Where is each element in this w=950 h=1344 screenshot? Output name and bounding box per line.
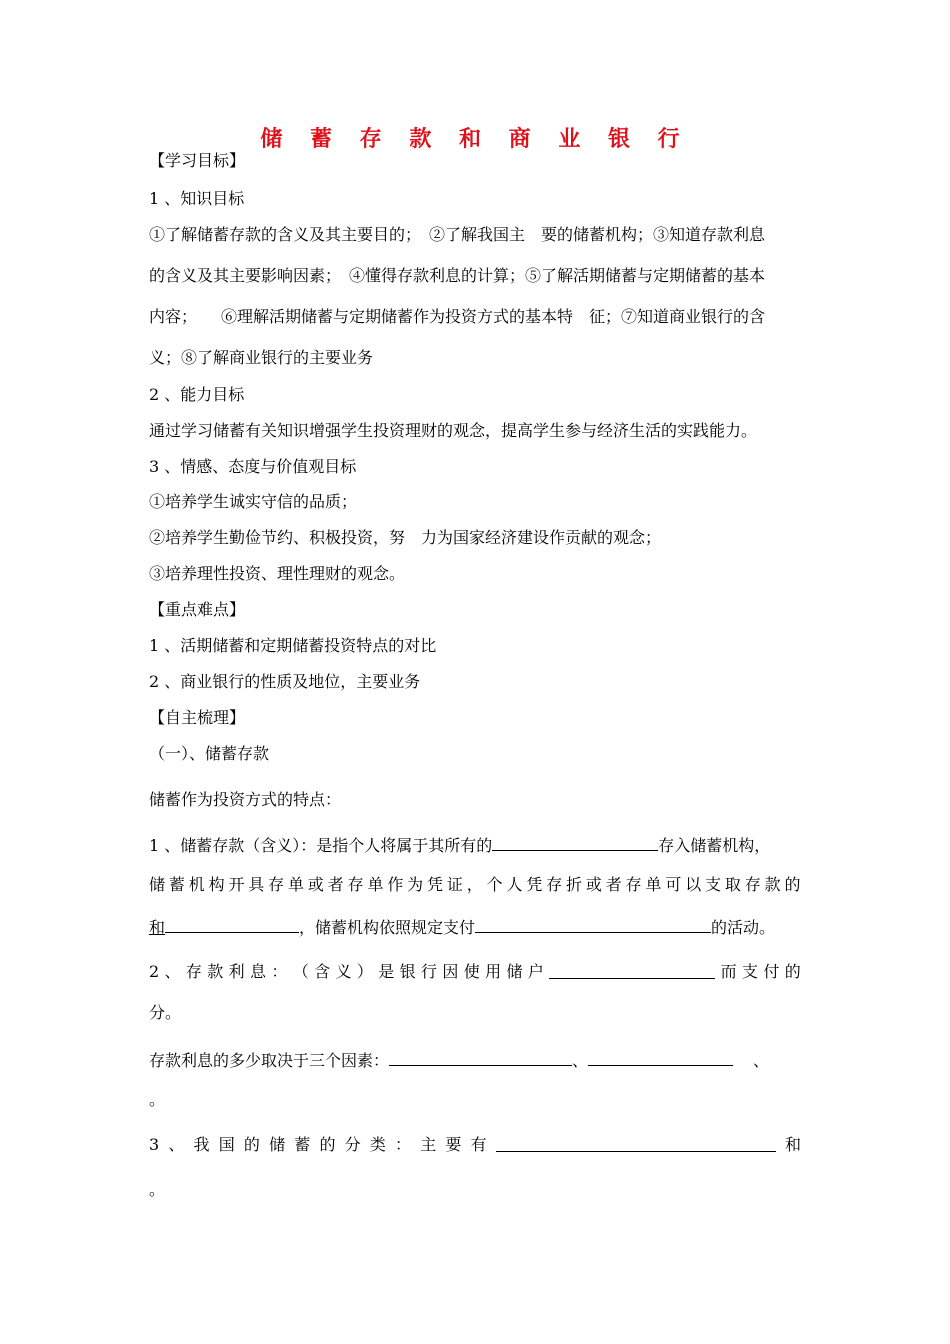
- text-token: 凭: [427, 875, 444, 894]
- text-token: 单: [645, 875, 662, 894]
- q1-text-and: 和: [149, 918, 166, 937]
- fill-blank[interactable]: [165, 916, 299, 933]
- text-token: 款: [207, 962, 224, 981]
- text-token: 款: [764, 875, 781, 894]
- text-token: 为: [407, 875, 424, 894]
- text-token: 含: [314, 962, 331, 981]
- key-point-item: 1 、活期储蓄和定期储蓄投资特点的对比: [149, 636, 437, 655]
- knowledge-goals-heading: 1 、知识目标: [149, 189, 245, 208]
- attitude-goal-item: ①培养学生诚实守信的品质；: [149, 492, 358, 511]
- text-token: 付: [763, 962, 780, 981]
- knowledge-goals-line: 义；⑧了解商业银行的主要业务: [149, 348, 374, 367]
- text-token: 的: [784, 875, 801, 894]
- text-token: 存: [744, 875, 761, 894]
- text-token: 构: [208, 875, 225, 894]
- text-token: 或: [307, 875, 324, 894]
- key-points-header: 【重点难点】: [149, 600, 246, 619]
- document-title: 储 蓄 存 款 和 商 业 银 行: [260, 127, 690, 152]
- section-heading-savings: （一）、储蓄存款: [149, 744, 270, 763]
- text-token: 、: [168, 1135, 185, 1154]
- text-token: 个: [486, 875, 503, 894]
- text-token: 、: [164, 962, 181, 981]
- text-token: ：: [271, 962, 288, 981]
- text-token: 存: [546, 875, 563, 894]
- text-token: 使: [463, 962, 480, 981]
- fill-blank[interactable]: [549, 962, 715, 979]
- text-token: 者: [605, 875, 622, 894]
- text-token: （: [292, 962, 309, 981]
- text-token: 用: [485, 962, 502, 981]
- text-token: 有: [470, 1135, 487, 1154]
- text-token: 机: [188, 875, 205, 894]
- learning-goals-header: 【学习目标】: [149, 151, 246, 170]
- text-token: 的: [784, 962, 801, 981]
- q3-end: 。: [149, 1180, 166, 1199]
- fill-blank[interactable]: [588, 1049, 733, 1066]
- text-token: 的: [319, 1135, 336, 1154]
- attitude-goal-item: ③培养理性投资、理性理财的观念。: [149, 564, 406, 583]
- q2-factors-line: [149, 1049, 769, 1071]
- text-token: 而: [720, 962, 737, 981]
- q1-line1: [149, 834, 770, 856]
- q2-factors-prefix: 存款利息的多少取决于三个因素：: [149, 1051, 390, 1070]
- q1-text-mid: ，储蓄机构依照规定支付: [299, 918, 476, 937]
- text-token: 单: [367, 875, 384, 894]
- text-token: 储: [149, 875, 166, 894]
- savings-features-intro: 储蓄作为投资方式的特点：: [149, 790, 342, 809]
- text-token: 以: [685, 875, 702, 894]
- fill-blank[interactable]: [492, 834, 658, 851]
- text-token: 储: [506, 962, 523, 981]
- text-token: 取: [724, 875, 741, 894]
- text-token: 主: [420, 1135, 437, 1154]
- text-token: 人: [506, 875, 523, 894]
- text-token: 类: [369, 1135, 386, 1154]
- knowledge-goals-line: 的含义及其主要影响因素； ④懂得存款利息的计算；⑤了解活期储蓄与定期储蓄的基本: [149, 266, 766, 285]
- text-token: 要: [445, 1135, 462, 1154]
- text-token: 存: [268, 875, 285, 894]
- text-token: 和: [784, 1135, 801, 1154]
- text-token: 单: [288, 875, 305, 894]
- q1-line2: [149, 875, 801, 895]
- q2-line1: [149, 962, 801, 982]
- q2-end: 。: [149, 1090, 166, 1109]
- text-token: 开: [228, 875, 245, 894]
- text-token: 义: [335, 962, 352, 981]
- q3-line1: [149, 1135, 801, 1155]
- text-token: ）: [356, 962, 373, 981]
- text-token: 户: [527, 962, 544, 981]
- text-token: 是: [378, 962, 395, 981]
- text-token: 国: [218, 1135, 235, 1154]
- text-token: 2: [149, 962, 160, 981]
- key-point-item: 2 、商业银行的性质及地位，主要业务: [149, 672, 421, 691]
- q2-sep: 、: [753, 1051, 770, 1070]
- text-token: 可: [665, 875, 682, 894]
- text-token: 或: [585, 875, 602, 894]
- text-token: 储: [269, 1135, 286, 1154]
- text-token: 支: [742, 962, 759, 981]
- knowledge-goals-line: ①了解储蓄存款的含义及其主要目的； ②了解我国主 要的储蓄机构；③知道存款利息: [149, 225, 766, 244]
- text-token: 蓄: [294, 1135, 311, 1154]
- text-token: 息: [250, 962, 267, 981]
- text-token: 证: [446, 875, 463, 894]
- q2-sep: 、: [572, 1051, 589, 1070]
- text-token: 蓄: [168, 875, 185, 894]
- attitude-goal-item: ②培养学生勤俭节约、积极投资，努 力为国家经济建设作贡献的观念；: [149, 528, 662, 547]
- q1-text-end: 的活动。: [711, 918, 776, 937]
- text-token: 3: [149, 1135, 160, 1154]
- text-token: 凭: [526, 875, 543, 894]
- text-token: 存: [347, 875, 364, 894]
- text-token: ，: [466, 875, 483, 894]
- text-token: 分: [344, 1135, 361, 1154]
- q1-line3: [149, 916, 775, 938]
- text-token: 的: [243, 1135, 260, 1154]
- text-token: 折: [566, 875, 583, 894]
- fill-blank[interactable]: [475, 916, 711, 933]
- q1-text-b: 存入储蓄机构，: [658, 836, 771, 855]
- text-token: 因: [442, 962, 459, 981]
- text-token: 者: [327, 875, 344, 894]
- text-token: 支: [705, 875, 722, 894]
- text-token: 我: [193, 1135, 210, 1154]
- fill-blank[interactable]: [389, 1049, 572, 1066]
- knowledge-goals-line: 内容； ⑥理解活期储蓄与定期储蓄作为投资方式的基本特 征；⑦知道商业银行的含: [149, 307, 766, 326]
- text-token: 作: [387, 875, 404, 894]
- self-review-header: 【自主梳理】: [149, 708, 246, 727]
- text-token: ：: [395, 1135, 412, 1154]
- ability-goals-heading: 2 、能力目标: [149, 385, 245, 404]
- text-token: 具: [248, 875, 265, 894]
- q2-line2: 分。: [149, 1003, 182, 1022]
- attitude-goals-heading: 3 、情感、态度与价值观目标: [149, 457, 357, 476]
- text-token: 银: [399, 962, 416, 981]
- text-token: 利: [228, 962, 245, 981]
- ability-goals-text: 通过学习储蓄有关知识增强学生投资理财的观念，提高学生参与经济生活的实践能力。: [149, 421, 758, 440]
- text-token: 行: [421, 962, 438, 981]
- text-token: 存: [625, 875, 642, 894]
- q1-text-a: 1 、储蓄存款（含义）：是指个人将属于其所有的: [149, 836, 493, 855]
- fill-blank[interactable]: [496, 1135, 776, 1152]
- text-token: 存: [185, 962, 202, 981]
